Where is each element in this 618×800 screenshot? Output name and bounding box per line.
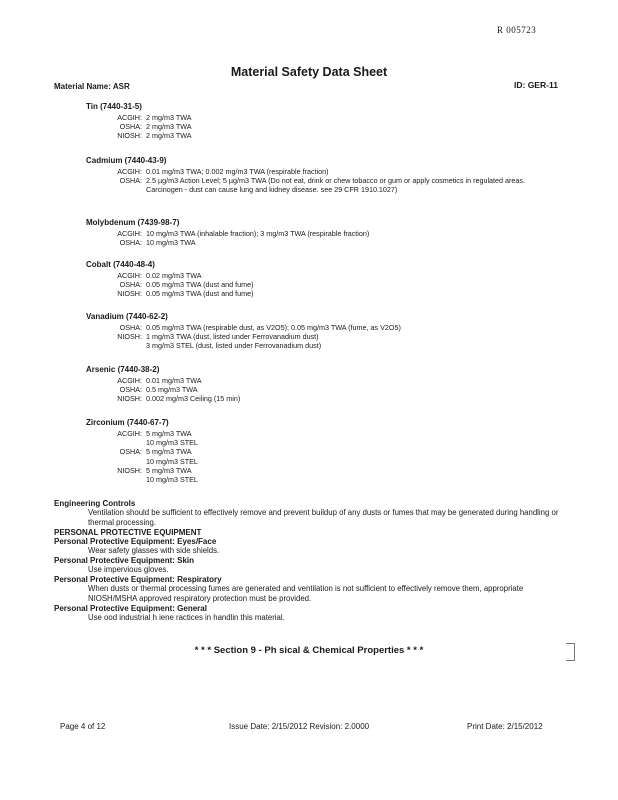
engineering-controls-text: Ventilation should be sufficient to effectively remove and prevent buildup of any dusts or fumes that may be generated during handling or thermal processing. <box>88 508 559 527</box>
chemical-name: Cadmium (7440-43-9) <box>86 156 167 165</box>
material-name: Material Name: ASR <box>54 82 130 91</box>
exposure-limit-row <box>86 429 536 438</box>
ppe-eyes-text: Wear safety glasses with side shields. <box>88 546 220 555</box>
chemical-name: Zirconium (7440-67-7) <box>86 418 169 427</box>
agency-label: ACGIH: <box>117 229 142 238</box>
chemical-name: Arsenic (7440-38-2) <box>86 365 160 374</box>
ppe-skin-heading: Personal Protective Equipment: Skin <box>54 556 195 565</box>
agency-label: OSHA: <box>119 122 142 132</box>
agency-label: OSHA: <box>119 176 142 186</box>
chemical-tin <box>86 102 536 141</box>
section-9-heading: * * * Section 9 - Ph sical & Chemical Properties * * * <box>194 645 424 656</box>
agency-label: OSHA: <box>119 323 142 332</box>
agency-label: NIOSH: <box>117 289 142 299</box>
engineering-controls-heading: Engineering Controls <box>54 499 136 508</box>
chemical-name: Tin (7440-31-5) <box>86 102 142 111</box>
agency-label: OSHA: <box>119 385 142 395</box>
document-title: Material Safety Data Sheet <box>230 65 388 79</box>
exposure-limit-row <box>86 131 536 140</box>
chemical-name: Molybdenum (7439-98-7) <box>86 218 180 227</box>
ppe-respiratory-text: When dusts or thermal processing fumes are generated and ventilation is not sufficient to effectively remove them, appropriate NIOSH/MSHA approved respiratory protection must be provided. <box>88 584 524 603</box>
agency-label: OSHA: <box>119 280 142 290</box>
agency-label <box>86 475 146 484</box>
chemical-cadmium <box>86 156 536 195</box>
agency-label: NIOSH: <box>117 131 142 141</box>
ppe-general-heading: Personal Protective Equipment: General <box>54 604 207 613</box>
exposure-limit-row <box>86 341 536 350</box>
limit-value: 0.002 mg/m3 Ceiling (15 min) <box>146 394 241 404</box>
agency-label: OSHA: <box>119 447 142 457</box>
limit-value: 10 mg/m3 STEL <box>146 438 198 448</box>
agency-label: ACGIH: <box>117 271 142 280</box>
exposure-limit-row <box>86 394 536 403</box>
agency-label: OSHA: <box>119 238 142 248</box>
limit-value: 5 mg/m3 TWA <box>146 429 192 438</box>
exposure-limit-row <box>86 238 536 247</box>
exposure-limit-row <box>86 376 536 385</box>
limit-value: 2 mg/m3 TWA <box>146 113 192 122</box>
chemical-molybdenum <box>86 218 536 247</box>
footer-print-date: Print Date: 2/15/2012 <box>467 722 543 731</box>
limit-value: 3 mg/m3 STEL (dust, listed under Ferrovanadium dust) <box>146 341 322 351</box>
exposure-limit-row <box>86 167 536 176</box>
limit-value: 0.02 mg/m3 TWA <box>146 271 202 280</box>
exposure-limit-row <box>86 176 536 194</box>
agency-label: NIOSH: <box>117 332 142 342</box>
limit-value: 5 mg/m3 TWA <box>146 465 192 475</box>
ppe-general-text: Use ood industrial h iene ractices in handlin this material. <box>88 613 285 622</box>
exposure-limit-row <box>86 457 536 466</box>
scan-bracket-mark <box>566 643 575 661</box>
chemical-arsenic <box>86 365 536 404</box>
exposure-limit-row <box>86 122 536 131</box>
agency-label: ACGIH: <box>117 376 142 385</box>
limit-value: 2 mg/m3 TWA <box>146 122 192 132</box>
exposure-limit-row <box>86 385 536 394</box>
engineering-controls-section <box>54 499 568 623</box>
limit-value: 10 mg/m3 STEL <box>146 475 198 485</box>
chemical-zirconium <box>86 418 536 484</box>
footer-issue-date: Issue Date: 2/15/2012 Revision: 2.0000 <box>229 722 370 731</box>
exposure-limit-row <box>86 332 536 341</box>
exposure-limit-row <box>86 289 536 298</box>
agency-label <box>86 438 146 447</box>
exposure-limit-row <box>86 113 536 122</box>
limit-value: 0.01 mg/m3 TWA <box>146 376 202 385</box>
exposure-limit-row <box>86 466 536 475</box>
chemical-name: Cobalt (7440-48-4) <box>86 260 155 269</box>
limit-value: 0.01 mg/m3 TWA; 0.002 mg/m3 TWA (respirable fraction) <box>146 167 329 176</box>
limit-value: 1 mg/m3 TWA (dust, listed under Ferrovanadium dust) <box>146 332 319 342</box>
ppe-heading: PERSONAL PROTECTIVE EQUIPMENT <box>54 528 202 537</box>
limit-value: 0.5 mg/m3 TWA <box>146 385 198 395</box>
agency-label <box>86 341 146 350</box>
agency-label: ACGIH: <box>117 113 142 122</box>
chemical-name: Vanadium (7440-62-2) <box>86 312 168 321</box>
exposure-limit-row <box>86 323 536 332</box>
limit-value: 10 mg/m3 TWA (inhalable fraction); 3 mg/m3 TWA (respirable fraction) <box>146 229 370 238</box>
limit-value: 0.05 mg/m3 TWA (respirable dust, as V2O5); 0.05 mg/m3 TWA (fume, as V2O5) <box>146 323 401 332</box>
chemical-cobalt <box>86 260 536 299</box>
limit-value: 0.05 mg/m3 TWA (dust and fume) <box>146 289 254 299</box>
exposure-limit-row <box>86 447 536 456</box>
chemical-vanadium <box>86 312 536 351</box>
limit-value: 10 mg/m3 TWA <box>146 238 196 248</box>
limit-value: 2 mg/m3 TWA <box>146 131 192 141</box>
footer-page-number: Page 4 of 12 <box>60 722 106 731</box>
ppe-respiratory-heading: Personal Protective Equipment: Respiratory <box>54 575 222 584</box>
exposure-limit-row <box>86 280 536 289</box>
exposure-limit-row <box>86 271 536 280</box>
agency-label: ACGIH: <box>117 429 142 438</box>
limit-value: 10 mg/m3 STEL <box>146 456 198 466</box>
agency-label: ACGIH: <box>117 167 142 176</box>
agency-label: NIOSH: <box>117 394 142 404</box>
ppe-skin-text: Use impervious gloves. <box>88 565 169 574</box>
ppe-eyes-heading: Personal Protective Equipment: Eyes/Face <box>54 537 217 546</box>
exposure-limit-row <box>86 229 536 238</box>
document-id: ID: GER-11 <box>514 80 558 90</box>
exposure-limit-row <box>86 475 536 484</box>
agency-label: NIOSH: <box>117 465 142 475</box>
exposure-limit-row <box>86 438 536 447</box>
limit-value: 2.5 µg/m3 Action Level; 5 µg/m3 TWA (Do not eat, drink or chew tobacco or gum or apply cosmetics in regulated areas. Carcinogen - dust can cause lung and kidney disease. see 29 CFR 1910.1027) <box>146 176 526 195</box>
limit-value: 0.05 mg/m3 TWA (dust and fume) <box>146 280 254 290</box>
bates-stamp: R 005723 <box>497 25 537 35</box>
limit-value: 5 mg/m3 TWA <box>146 447 192 457</box>
agency-label <box>86 457 146 466</box>
